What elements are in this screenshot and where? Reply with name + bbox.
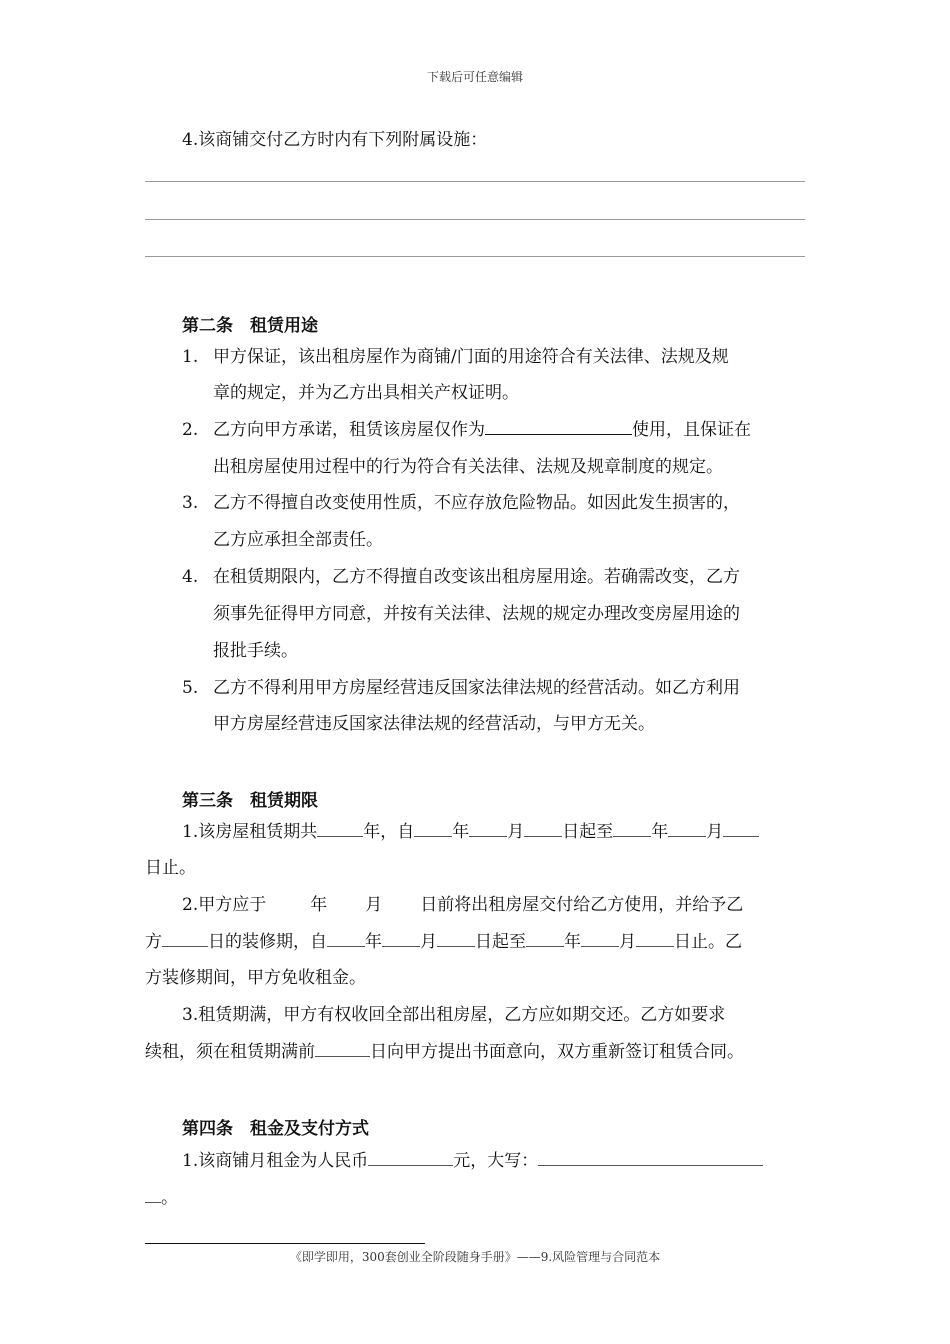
usage-blank	[485, 420, 632, 435]
blank-field	[581, 932, 619, 947]
text-run: 年	[564, 932, 581, 952]
page-footer: 《即学即用，300套创业全阶段随身手册》——9.风险管理与合同范本	[289, 1250, 661, 1264]
text-run: 元，大写：	[453, 1151, 539, 1171]
item-text: 乙方不得擅自改变使用性质，不应存放危险物品。如因此发生损害的，	[213, 493, 740, 513]
text-run: 年	[310, 895, 328, 915]
text-run: 月	[619, 932, 636, 952]
item-text-cont: 章的规定，并为乙方出具相关产权证明。	[213, 383, 519, 403]
blank-line	[145, 181, 805, 182]
item-text-cont: 出租房屋使用过程中的行为符合有关法律、法规及规章制度的规定。	[213, 457, 723, 477]
blank-field	[469, 822, 507, 837]
text-run: 续租，须在租赁期满前	[145, 1042, 315, 1062]
item-text: 乙方不得利用甲方房屋经营违反国家法律法规的经营活动。如乙方利用	[213, 678, 740, 698]
blank-field	[437, 932, 475, 947]
list-item	[182, 678, 740, 698]
text-run: 月	[706, 822, 724, 842]
blank-field	[327, 932, 365, 947]
text-run: 日止。乙	[674, 932, 742, 952]
list-item	[182, 420, 751, 440]
blank-field	[526, 932, 564, 947]
text-run: 日起至	[562, 822, 614, 842]
list-number: 2.	[182, 420, 199, 440]
list-number: 4.	[182, 567, 199, 587]
item-text-cont: 甲方房屋经营违反国家法律法规的经营活动，与甲方无关。	[213, 714, 655, 734]
text-run: 年，自	[363, 822, 415, 842]
text-run: 日的装修期，自	[208, 932, 327, 952]
text-run: 1.该房屋租赁期共	[182, 822, 318, 842]
list-number: 3.	[182, 493, 199, 513]
blank-field	[538, 1151, 763, 1166]
blank-field	[382, 932, 420, 947]
blank-field	[414, 822, 452, 837]
text-run: 2.甲方应于	[182, 895, 267, 915]
text-run: 日起至	[475, 932, 526, 952]
blank-field	[636, 932, 674, 947]
item-text: 乙方向甲方承诺，租赁该房屋仅作为	[213, 420, 485, 440]
term-paragraph-cont: 日止。	[145, 858, 196, 878]
section-title: 第四条 租金及支付方式	[182, 1119, 369, 1139]
rent-paragraph-cont	[145, 1188, 178, 1208]
footer-divider	[145, 1243, 425, 1244]
list-number: 5.	[182, 678, 199, 698]
blank-field	[317, 822, 363, 837]
text-run: 日前将出租房屋交付给乙方使用，并给予乙	[420, 895, 744, 915]
blank-field	[368, 1151, 453, 1166]
rent-paragraph	[182, 1151, 763, 1171]
text-run: 年	[452, 822, 470, 842]
blank-field	[613, 822, 651, 837]
blank-field	[145, 1188, 161, 1203]
page-header: 下载后可任意编辑	[426, 70, 523, 84]
blank-field	[668, 822, 706, 837]
blank-field	[162, 932, 208, 947]
delivery-paragraph-cont	[145, 932, 742, 952]
text-run: 1.该商铺月租金为人民币	[182, 1151, 369, 1171]
term-paragraph	[182, 822, 759, 842]
text-run: 年	[365, 932, 382, 952]
blank-field	[315, 1042, 370, 1057]
blank-field	[723, 822, 759, 837]
item-text-cont: 报批手续。	[213, 641, 298, 661]
renewal-paragraph: 3.租赁期满，甲方有权收回全部出租房屋，乙方应如期交还。乙方如要求	[182, 1005, 726, 1025]
blank-line	[145, 256, 805, 257]
item-text: 在租赁期限内，乙方不得擅自改变该出租房屋用途。若确需改变，乙方	[213, 567, 740, 587]
item-text-cont: 须事先征得甲方同意，并按有关法律、法规的规定办理改变房屋用途的	[213, 604, 740, 624]
item-text: 甲方保证，该出租房屋作为商铺/门面的用途符合有关法律、法规及规	[213, 347, 729, 367]
list-item	[182, 567, 740, 587]
text-run: 日向甲方提出书面意向，双方重新签订租赁合同。	[370, 1042, 744, 1062]
section-title: 第二条 租赁用途	[182, 316, 318, 336]
renewal-paragraph-cont	[145, 1042, 744, 1062]
blank-field	[524, 822, 562, 837]
item-text: 使用，且保证在	[632, 420, 751, 440]
text-run: 方	[145, 932, 162, 952]
section-title: 第三条 租赁期限	[182, 791, 318, 811]
item-text-cont: 乙方应承担全部责任。	[213, 530, 383, 550]
facilities-item: 4.该商铺交付乙方时内有下列附属设施：	[182, 130, 488, 150]
text-run: 月	[420, 932, 437, 952]
list-number: 1.	[182, 347, 199, 367]
text-run: 月	[507, 822, 525, 842]
delivery-paragraph	[182, 895, 743, 915]
blank-line	[145, 219, 805, 220]
list-item	[182, 493, 740, 513]
text-run: 。	[161, 1188, 178, 1208]
list-item	[182, 347, 729, 367]
delivery-paragraph-cont: 方装修期间，甲方免收租金。	[145, 968, 366, 988]
text-run: 年	[651, 822, 669, 842]
text-run: 月	[365, 895, 383, 915]
